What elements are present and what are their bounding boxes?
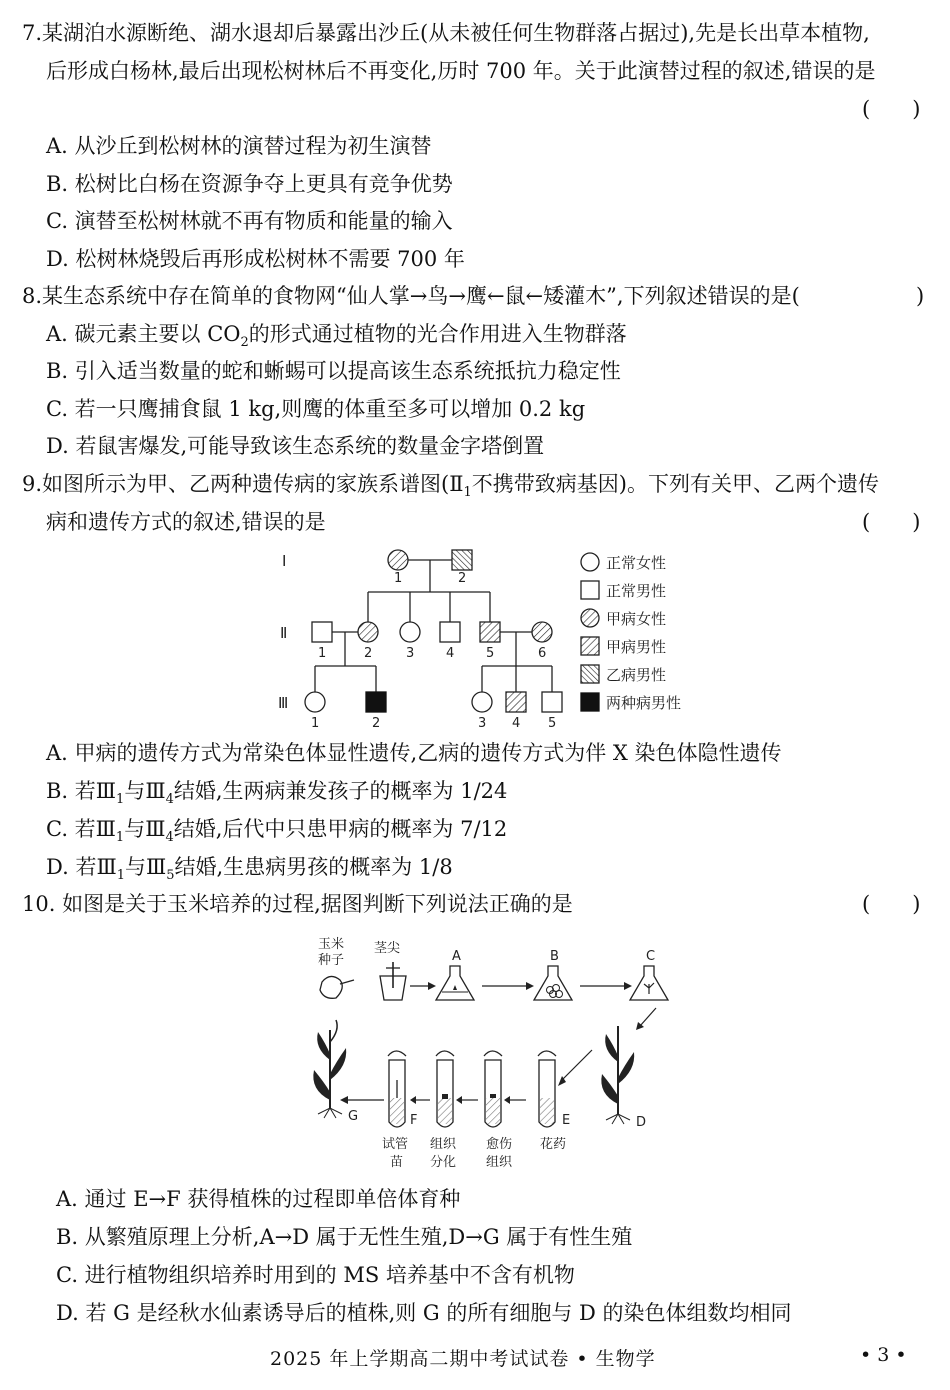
q9-stem-post: 不携带致病基因)。下列有关甲、乙两个遗传	[471, 472, 879, 496]
page-footer-title: 2025 年上学期高二期中考试试卷 • 生物学	[270, 1348, 656, 1370]
gen2-num-4: 4	[446, 646, 455, 661]
page-number: • 3 •	[860, 1344, 907, 1366]
q9-c-t1: C. 若Ⅲ	[46, 817, 116, 841]
q9-c-t2: 与Ⅲ	[124, 817, 166, 841]
gen-label-2: Ⅱ	[280, 624, 288, 642]
q7-stem-line2: 后形成白杨林,最后出现松树林后不再变化,历时 700 年。关于此演替过程的叙述,错误的是	[46, 59, 876, 83]
caption-2-tissue: 组织	[486, 1155, 513, 1170]
tube-callus-icon	[484, 1051, 502, 1127]
pedigree-II6-affected-female	[532, 622, 552, 642]
gen1-num-1: 1	[394, 571, 403, 586]
caption-2-seedling: 苗	[390, 1155, 404, 1170]
plant-label-g: G	[348, 1109, 359, 1124]
plant-g-icon	[313, 1020, 346, 1118]
legend-disease-a-male: 甲病男性	[606, 638, 667, 656]
q9-option-c	[46, 814, 507, 844]
flask-c-icon	[630, 966, 668, 1000]
q7-answer-paren: ( )	[862, 97, 921, 121]
stem-tip-label: 茎尖	[374, 941, 401, 956]
tube-e-icon	[538, 1051, 556, 1127]
q9-stem-pre: 9.如图所示为甲、乙两种遗传病的家族系谱图(Ⅱ	[22, 472, 464, 496]
legend-disease-a-female: 甲病女性	[606, 610, 667, 628]
flask-label-b: B	[550, 949, 559, 964]
caption-1-anther: 花药	[540, 1137, 567, 1152]
q10-option-d: D. 若 G 是经秋水仙素诱导后的植株,则 G 的所有细胞与 D 的染色体组数均相同	[56, 1301, 792, 1325]
gen3-num-3: 3	[478, 716, 487, 731]
legend-disease-b-male-icon	[581, 665, 599, 683]
q9-option-b	[46, 776, 507, 806]
q9-c-s2: 4	[165, 830, 174, 846]
gen-label-1: Ⅰ	[282, 552, 287, 570]
q8-option-a-pre: A. 碳元素主要以 CO	[46, 322, 241, 346]
pedigree-II5-affected-male	[480, 622, 500, 642]
pedigree-III4-affected-male	[506, 692, 526, 712]
pedigree-III1-normal-female	[305, 692, 325, 712]
q7-option-d: D. 松树林烧毁后再形成松树林不需要 700 年	[46, 247, 465, 271]
legend-normal-male: 正常男性	[606, 582, 667, 600]
corn-culture-diagram	[300, 930, 680, 1175]
pedigree-II2-affected-female	[358, 622, 378, 642]
q9-stem-sub: 1	[463, 485, 472, 501]
caption-1-callus: 愈伤	[486, 1137, 513, 1152]
flask-b-icon	[534, 966, 572, 1000]
q9-d-t2: 与Ⅲ	[124, 855, 167, 879]
gen2-num-1: 1	[318, 646, 327, 661]
legend-disease-a-female-icon	[581, 609, 599, 627]
tube-differentiation-icon	[436, 1051, 454, 1127]
legend-normal-female-icon	[581, 553, 599, 571]
seed-label-1: 玉米	[318, 937, 345, 952]
gen3-num-1: 1	[311, 716, 320, 731]
gen2-num-5: 5	[486, 646, 495, 661]
q9-d-t3: 结婚,生患病男孩的概率为 1/8	[174, 855, 453, 879]
plant-d-icon	[601, 1026, 634, 1124]
q7-option-b: B. 松树比白杨在资源争夺上更具有竞争优势	[46, 172, 453, 196]
gen3-num-5: 5	[548, 716, 557, 731]
q7-option-a: A. 从沙丘到松树林的演替过程为初生演替	[46, 134, 432, 158]
q8-answer-paren-close: )	[916, 284, 925, 308]
tube-letter-e: E	[562, 1113, 571, 1128]
legend-disease-a-male-icon	[581, 637, 599, 655]
q9-answer-paren: ( )	[862, 510, 921, 534]
legend-normal-female: 正常女性	[606, 554, 667, 572]
q9-c-s1: 1	[115, 830, 125, 846]
q10-option-a: A. 通过 E→F 获得植株的过程即单倍体育种	[56, 1187, 461, 1211]
legend-both-diseases-male-icon	[581, 693, 599, 711]
pedigree-chart	[270, 540, 710, 735]
tube-letter-f: F	[410, 1113, 418, 1128]
q10-stem: 10. 如图是关于玉米培养的过程,据图判断下列说法正确的是	[22, 892, 573, 916]
q9-b-t1: B. 若Ⅲ	[46, 779, 117, 803]
q9-stem-line2: 病和遗传方式的叙述,错误的是	[46, 510, 326, 534]
q8-option-b: B. 引入适当数量的蛇和蜥蜴可以提高该生态系统抵抗力稳定性	[46, 359, 621, 383]
q9-d-s1: 1	[116, 868, 125, 884]
q10-option-c: C. 进行植物组织培养时用到的 MS 培养基中不含有机物	[56, 1263, 575, 1287]
q8-option-d: D. 若鼠害爆发,可能导致该生态系统的数量金字塔倒置	[46, 434, 545, 458]
caption-1-test-tube: 试管	[382, 1137, 409, 1152]
plant-label-d: D	[636, 1115, 647, 1130]
flask-label-a: A	[452, 949, 461, 964]
gen1-num-2: 2	[458, 571, 467, 586]
q9-option-d	[46, 852, 453, 882]
q9-option-a: A. 甲病的遗传方式为常染色体显性遗传,乙病的遗传方式为伴 X 染色体隐性遗传	[46, 741, 782, 765]
legend-normal-male-icon	[581, 581, 599, 599]
corn-seed-icon	[320, 976, 342, 998]
q9-b-s2: 4	[165, 792, 174, 808]
pedigree-I1-affected-female	[388, 550, 408, 570]
legend-both-diseases-male: 两种病男性	[606, 694, 682, 712]
q9-c-t3: 结婚,后代中只患甲病的概率为 7/12	[173, 817, 508, 841]
q7-stem-line1: 7.某湖泊水源断绝、湖水退却后暴露出沙丘(从未被任何生物群落占据过),先是长出草本植物,	[22, 21, 870, 45]
q8-option-a-sub: 2	[240, 335, 249, 351]
pedigree-II4-normal-male	[440, 622, 460, 642]
flask-a-icon	[436, 966, 474, 1000]
tube-f-icon	[388, 1051, 406, 1127]
q8-option-a-post: 的形式通过植物的光合作用进入生物群落	[248, 322, 627, 346]
legend-disease-b-male: 乙病男性	[606, 666, 667, 684]
pedigree-II3-normal-female	[400, 622, 420, 642]
gen3-num-4: 4	[512, 716, 521, 731]
q8-stem: 8.某生态系统中存在简单的食物网“仙人掌→鸟→鹰←鼠←矮灌木”,下列叙述错误的是(	[22, 284, 800, 308]
gen2-num-6: 6	[538, 646, 547, 661]
gen2-num-2: 2	[364, 646, 373, 661]
q10-option-b: B. 从繁殖原理上分析,A→D 属于无性生殖,D→G 属于有性生殖	[56, 1225, 633, 1249]
q7-option-c: C. 演替至松树林就不再有物质和能量的输入	[46, 209, 453, 233]
pedigree-III5-normal-male	[542, 692, 562, 712]
q9-d-s2: 5	[166, 868, 175, 884]
caption-2-differentiation: 分化	[430, 1155, 457, 1170]
pedigree-III3-normal-female	[472, 692, 492, 712]
flask-label-c: C	[646, 949, 656, 964]
q9-stem-line1	[22, 469, 879, 499]
gen2-num-3: 3	[406, 646, 415, 661]
q9-b-t3: 结婚,生两病兼发孩子的概率为 1/24	[173, 779, 508, 803]
q9-d-t1: D. 若Ⅲ	[46, 855, 117, 879]
pedigree-I2-disease-b-male	[452, 550, 472, 570]
q8-option-c: C. 若一只鹰捕食鼠 1 kg,则鹰的体重至多可以增加 0.2 kg	[46, 397, 586, 421]
q8-option-a	[46, 319, 627, 349]
q9-b-s1: 1	[116, 792, 125, 808]
pedigree-III2-both-diseases-male	[366, 692, 386, 712]
pedigree-legend	[581, 553, 681, 712]
gen-label-3: Ⅲ	[278, 694, 289, 712]
pedigree-II1-normal-male	[312, 622, 332, 642]
gen3-num-2: 2	[372, 716, 381, 731]
caption-1-tissue: 组织	[430, 1137, 457, 1152]
q9-b-t2: 与Ⅲ	[124, 779, 166, 803]
seed-label-2: 种子	[318, 953, 345, 968]
q10-answer-paren: ( )	[862, 892, 921, 916]
